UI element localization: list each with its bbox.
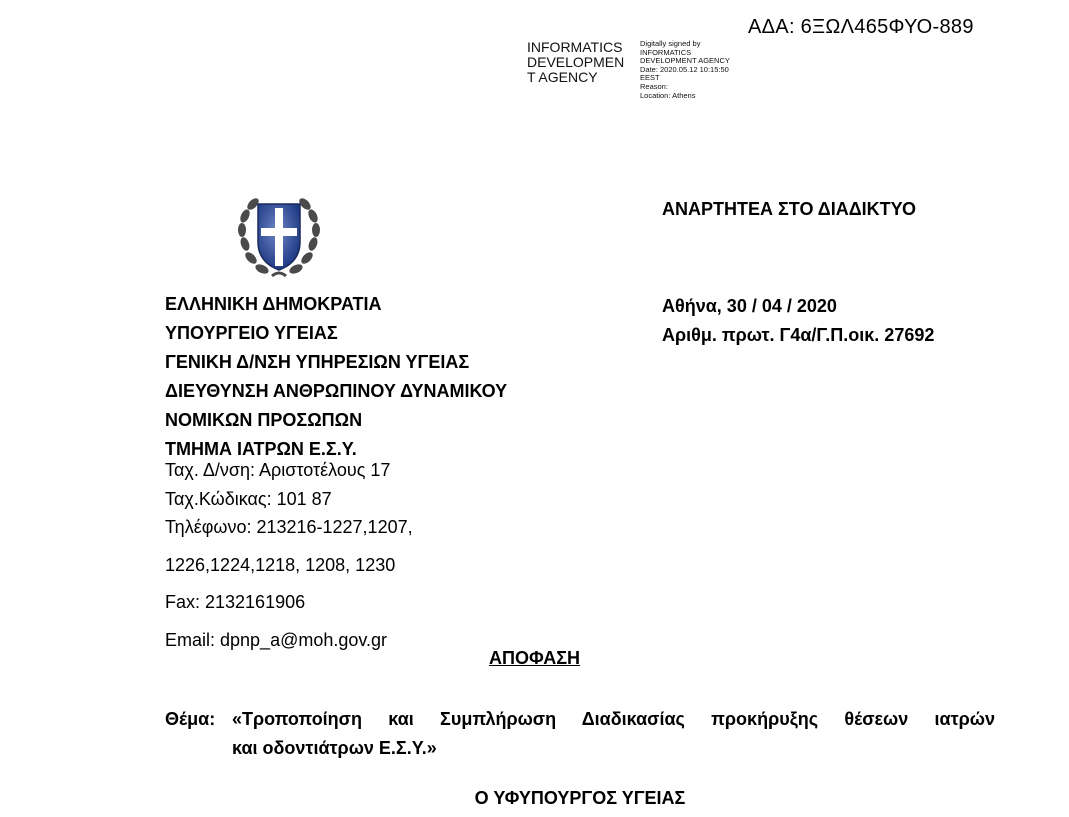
publish-notice: ΑΝΑΡΤΗΤΕΑ ΣΤΟ ΔΙΑΔΙΚΤΥΟ <box>662 199 916 219</box>
greek-coat-of-arms-emblem <box>232 190 326 284</box>
decision-title-text: ΑΠΟΦΑΣΗ <box>488 648 581 668</box>
subject-label: Θέμα: <box>165 709 216 729</box>
issuer-header <box>165 290 507 464</box>
signature-detail-line: Digitally signed by <box>640 39 701 48</box>
phone-line: Τηλέφωνο: 213216-1227,1207, <box>165 517 413 537</box>
subject-line: και οδοντιάτρων Ε.Σ.Υ.» <box>232 738 437 758</box>
place-date: Αθήνα, 30 / 04 / 2020 <box>662 296 837 316</box>
signature-details <box>640 40 730 100</box>
signature-detail-line: INFORMATICS <box>640 47 692 57</box>
decision-title <box>0 648 1069 669</box>
postcode-line: Ταχ.Κώδικας: 101 87 <box>165 488 332 509</box>
signature-detail-line: EEST <box>640 73 660 83</box>
signer-line: T AGENCY <box>527 69 598 85</box>
subject-block <box>165 705 995 763</box>
signer-line: DEVELOPMEN <box>527 54 625 70</box>
fax-line: Fax: 2132161906 <box>165 592 306 612</box>
header-line: ΥΠΟΥΡΓΕΙΟ ΥΓΕΙΑΣ <box>165 323 338 343</box>
ada-code: ΑΔΑ: 6ΞΩΛ465ΦΥΟ-889 <box>748 16 974 38</box>
header-line: ΔΙΕΥΘΥΝΣΗ ΑΝΘΡΩΠΙΝΟΥ ΔΥΝΑΜΙΚΟΥ <box>165 381 508 401</box>
address-line: Ταχ. Δ/νση: Αριστοτέλους 17 <box>165 460 391 480</box>
date-protocol-block <box>662 292 934 350</box>
subject-line: «Τροποποίηση και Συμπλήρωση Διαδικασίας προκήρυξης θέσεων ιατρών <box>232 709 995 729</box>
header-line: ΕΛΛΗΝΙΚΗ ΔΗΜΟΚΡΑΤΙΑ <box>165 294 382 314</box>
minister-heading: Ο ΥΦΥΠΟΥΡΓΟΣ ΥΓΕΙΑΣ <box>474 788 686 808</box>
signer-name <box>527 40 624 85</box>
header-line: ΤΜΗΜΑ ΙΑΤΡΩΝ Ε.Σ.Υ. <box>165 439 357 459</box>
signature-detail-line: Reason: <box>640 81 668 91</box>
contact-block <box>165 456 413 654</box>
signer-line: INFORMATICS <box>527 39 623 55</box>
phone-line-continued: 1226,1224,1218, 1208, 1230 <box>165 554 396 575</box>
signature-detail-line: DEVELOPMENT AGENCY <box>640 56 730 66</box>
signature-detail-line: Date: 2020.05.12 10:15:50 <box>640 64 729 74</box>
protocol-number: Αριθμ. πρωτ. Γ4α/Γ.Π.οικ. 27692 <box>662 325 935 345</box>
header-line: ΝΟΜΙΚΩΝ ΠΡΟΣΩΠΩΝ <box>165 410 363 430</box>
signature-detail-line: Location: Athens <box>640 90 696 100</box>
header-line: ΓΕΝΙΚΗ Δ/ΝΣΗ ΥΠΗΡΕΣΙΩΝ ΥΓΕΙΑΣ <box>165 352 470 372</box>
email-line: Email: dpnp_a@moh.gov.gr <box>165 629 388 650</box>
